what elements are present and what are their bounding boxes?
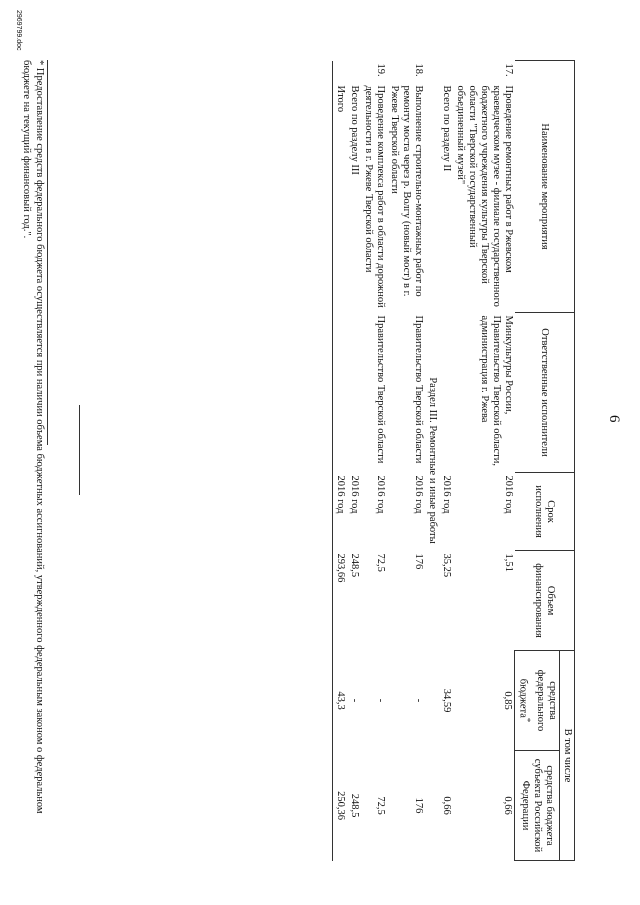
- separator-line: [79, 405, 80, 495]
- table-body: [333, 61, 516, 861]
- page-number: 6: [606, 415, 622, 423]
- row-regional: 250,36: [333, 751, 348, 861]
- row-federal: 43,3: [333, 651, 348, 751]
- row-number: [347, 61, 361, 83]
- row-name: Итого: [333, 83, 348, 313]
- row-term: 2016 год: [413, 475, 424, 514]
- row-executors: Минкультуры России, Правительство Тверской области, администрация г. Ржева: [479, 315, 514, 467]
- table-row: [453, 61, 515, 861]
- row-volume: 1,51: [503, 553, 514, 572]
- row-regional: 0,66: [502, 796, 514, 815]
- row-term: 2016 год: [375, 475, 386, 514]
- row-number: [333, 61, 348, 83]
- row-executors: Правительство Тверской области: [375, 315, 386, 464]
- row-term: 2016 год: [441, 475, 452, 514]
- row-executors: [333, 313, 348, 473]
- section-row: [425, 61, 439, 861]
- row-executors: [347, 313, 361, 473]
- row-federal: -: [349, 698, 360, 703]
- row-regional: 176: [413, 797, 424, 814]
- row-volume: 35,25: [441, 553, 452, 578]
- row-term: 2016 год: [503, 475, 514, 514]
- section-title: Раздел III. Ремонтные и иные работы: [427, 377, 438, 544]
- row-regional: 72,5: [375, 796, 386, 815]
- financing-table: [332, 60, 575, 861]
- header-federal: средства федерального бюджета*: [515, 651, 560, 751]
- row-name: Всего по разделу II: [441, 85, 452, 172]
- row-federal: 34,59: [441, 688, 452, 713]
- row-federal: -: [375, 698, 386, 703]
- footnote-separator: [47, 60, 48, 445]
- row-regional: 0,66: [441, 796, 452, 815]
- row-number: [439, 61, 453, 83]
- header-name: Наименование мероприятия: [515, 61, 575, 313]
- row-name: Выполнение строительно-монтажных работ по ремонту моста через р. Волгу (новый мост) в г. Ржеве Тверской области: [389, 85, 424, 297]
- row-number: 19.: [375, 63, 386, 77]
- row-volume: 176: [413, 553, 424, 570]
- header-regional: средства бюджета субъекта Российской Федерации: [515, 751, 560, 861]
- row-name: Проведение комплекса работ в области дорожной деятельности в г. Ржеве Тверской области: [363, 85, 386, 308]
- table-row: [387, 61, 425, 861]
- header-executors: Ответственные исполнители: [515, 313, 575, 473]
- row-number: 18.: [413, 63, 424, 77]
- row-name: Всего по разделу III: [349, 85, 360, 175]
- row-volume: 293,66: [333, 551, 348, 651]
- table-row: [347, 61, 361, 861]
- row-executors: Правительство Тверской области: [413, 315, 424, 464]
- row-name: Проведение ремонтных работ в Ржевском краеведческом музее - филиале государственного бюджетного учреждения культуры Тверской области "Тверской государственный объединенный музей": [455, 85, 514, 307]
- row-number: 17.: [503, 63, 514, 77]
- table-row: [333, 61, 348, 861]
- row-volume: 248,5: [349, 553, 360, 578]
- header-term: Срок исполнения: [515, 473, 575, 551]
- header-volume: Объем финансирования: [515, 551, 575, 651]
- row-executors: [439, 313, 453, 473]
- footnote: * Предоставление средств федерального бюджета осуществляется при наличии объема бюджетных ассигнований, утвержденного федеральным законом о федеральном бюджете на текущий финансовый год.".: [21, 60, 45, 814]
- table-row: [439, 61, 453, 861]
- document-id: 2969799.doc: [15, 10, 22, 51]
- table-row: [361, 61, 387, 861]
- footnote-mark: *: [523, 717, 533, 723]
- row-federal: 0,85: [502, 691, 514, 710]
- row-volume: 72,5: [375, 553, 386, 572]
- row-regional: 248,5: [349, 793, 360, 818]
- row-term: 2016 год: [333, 473, 348, 551]
- header-including: В том числе: [560, 651, 575, 861]
- row-federal: -: [413, 698, 424, 703]
- row-term: 2016 год: [349, 475, 360, 514]
